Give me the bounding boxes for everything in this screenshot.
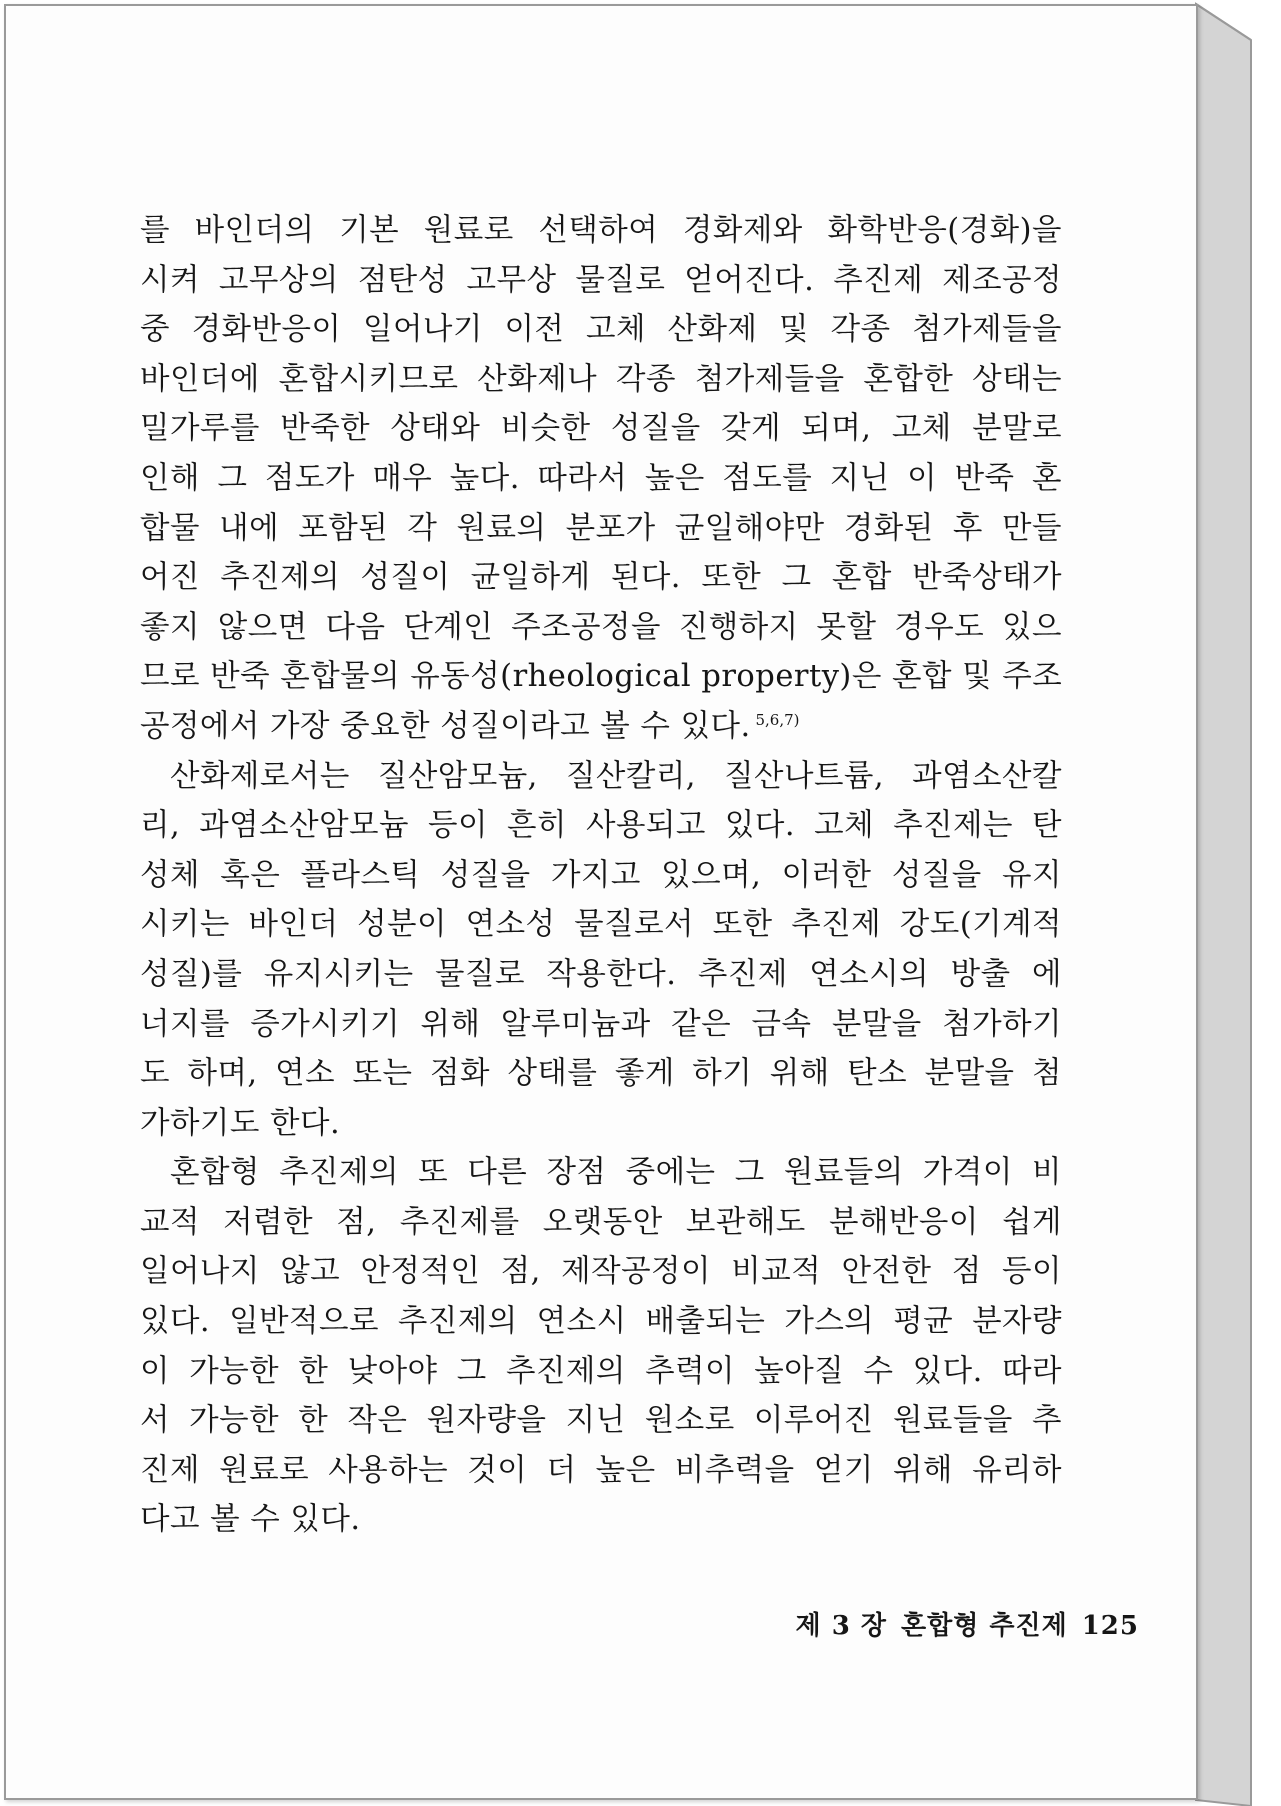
text-line: 바인더에 혼합시키므로 산화제나 각종 첨가제들을 혼합한 상태는: [140, 361, 1062, 397]
text-line: 다고 볼 수 있다.: [140, 1502, 361, 1538]
paragraph: [140, 752, 1062, 1149]
text-line: 좋지 않으면 다음 단계인 주조공정을 진행하지 못할 경우도 있으: [140, 609, 1062, 645]
text-line: 있다. 일반적으로 추진제의 연소시 배출되는 가스의 평균 분자량: [140, 1304, 1062, 1340]
text-line: 혼합형 추진제의 또 다른 장점 중에는 그 원료들의 가격이 비: [170, 1155, 1062, 1191]
text-line: 서 가능한 한 작은 원자량을 지닌 원소로 이루어진 원료들을 추: [140, 1403, 1062, 1439]
text-line: 시키는 바인더 성분이 연소성 물질로서 또한 추진제 강도(기계적: [140, 907, 1062, 943]
body-text: [140, 206, 1062, 1545]
text-line: 교적 저렴한 점, 추진제를 오랫동안 보관해도 분해반응이 쉽게: [140, 1204, 1062, 1240]
text-line: 도 하며, 연소 또는 점화 상태를 좋게 하기 위해 탄소 분말을 첨: [140, 1056, 1062, 1092]
text-line: 를 바인더의 기본 원료로 선택하여 경화제와 화학반응(경화)을: [140, 213, 1062, 248]
text-line: 너지를 증가시키기 위해 알루미늄과 같은 금속 분말을 첨가하기: [140, 1006, 1062, 1042]
text-line: 중 경화반응이 일어나기 이전 고체 산화제 및 각종 첨가제들을: [140, 312, 1062, 348]
text-line: 성질)를 유지시키는 물질로 작용한다. 추진제 연소시의 방출 에: [140, 956, 1062, 992]
page-footer: [782, 1605, 1139, 1642]
text-line: 이 가능한 한 낮아야 그 추진제의 추력이 높아질 수 있다. 따라: [140, 1353, 1062, 1389]
text-line: 공정에서 가장 중요한 성질이라고 볼 수 있다. $^{5,6,7)}$: [140, 708, 800, 744]
text-line: 시켜 고무상의 점탄성 고무상 물질로 얻어진다. 추진제 제조공정: [140, 262, 1062, 298]
chapter-title: 혼합형 추진제: [900, 1611, 1068, 1641]
text-line: 일어나지 않고 안정적인 점, 제작공정이 비교적 안전한 점 등이: [140, 1254, 1062, 1290]
text-line: 어진 추진제의 성질이 균일하게 된다. 또한 그 혼합 반죽상태가: [140, 560, 1062, 596]
chapter-label: 제 3 장: [795, 1611, 887, 1641]
text-line: 므로 반죽 혼합물의 유동성(rheological property)은 혼합 및 주조: [140, 659, 1063, 695]
reference-marker: 5,6,7): [750, 710, 800, 729]
paragraph: [140, 1148, 1062, 1545]
text-line: 성체 혹은 플라스틱 성질을 가지고 있으며, 이러한 성질을 유지: [140, 857, 1062, 893]
text-line: 산화제로서는 질산암모늄, 질산칼리, 질산나트륨, 과염소산칼: [170, 758, 1062, 794]
page-number: 125: [1081, 1611, 1139, 1641]
text-line: 리, 과염소산암모늄 등이 흔히 사용되고 있다. 고체 추진제는 탄: [140, 808, 1062, 844]
text-line: 합물 내에 포함된 각 원료의 분포가 균일해야만 경화된 후 만들: [140, 510, 1062, 546]
paragraph: [140, 206, 1062, 752]
text-line: 가하기도 한다.: [140, 1105, 341, 1141]
text-line: 인해 그 점도가 매우 높다. 따라서 높은 점도를 지닌 이 반죽 혼: [140, 460, 1062, 496]
text-line: 진제 원료로 사용하는 것이 더 높은 비추력을 얻기 위해 유리하: [140, 1452, 1062, 1488]
text-line: 밀가루를 반죽한 상태와 비슷한 성질을 갖게 되며, 고체 분말로: [140, 411, 1062, 447]
